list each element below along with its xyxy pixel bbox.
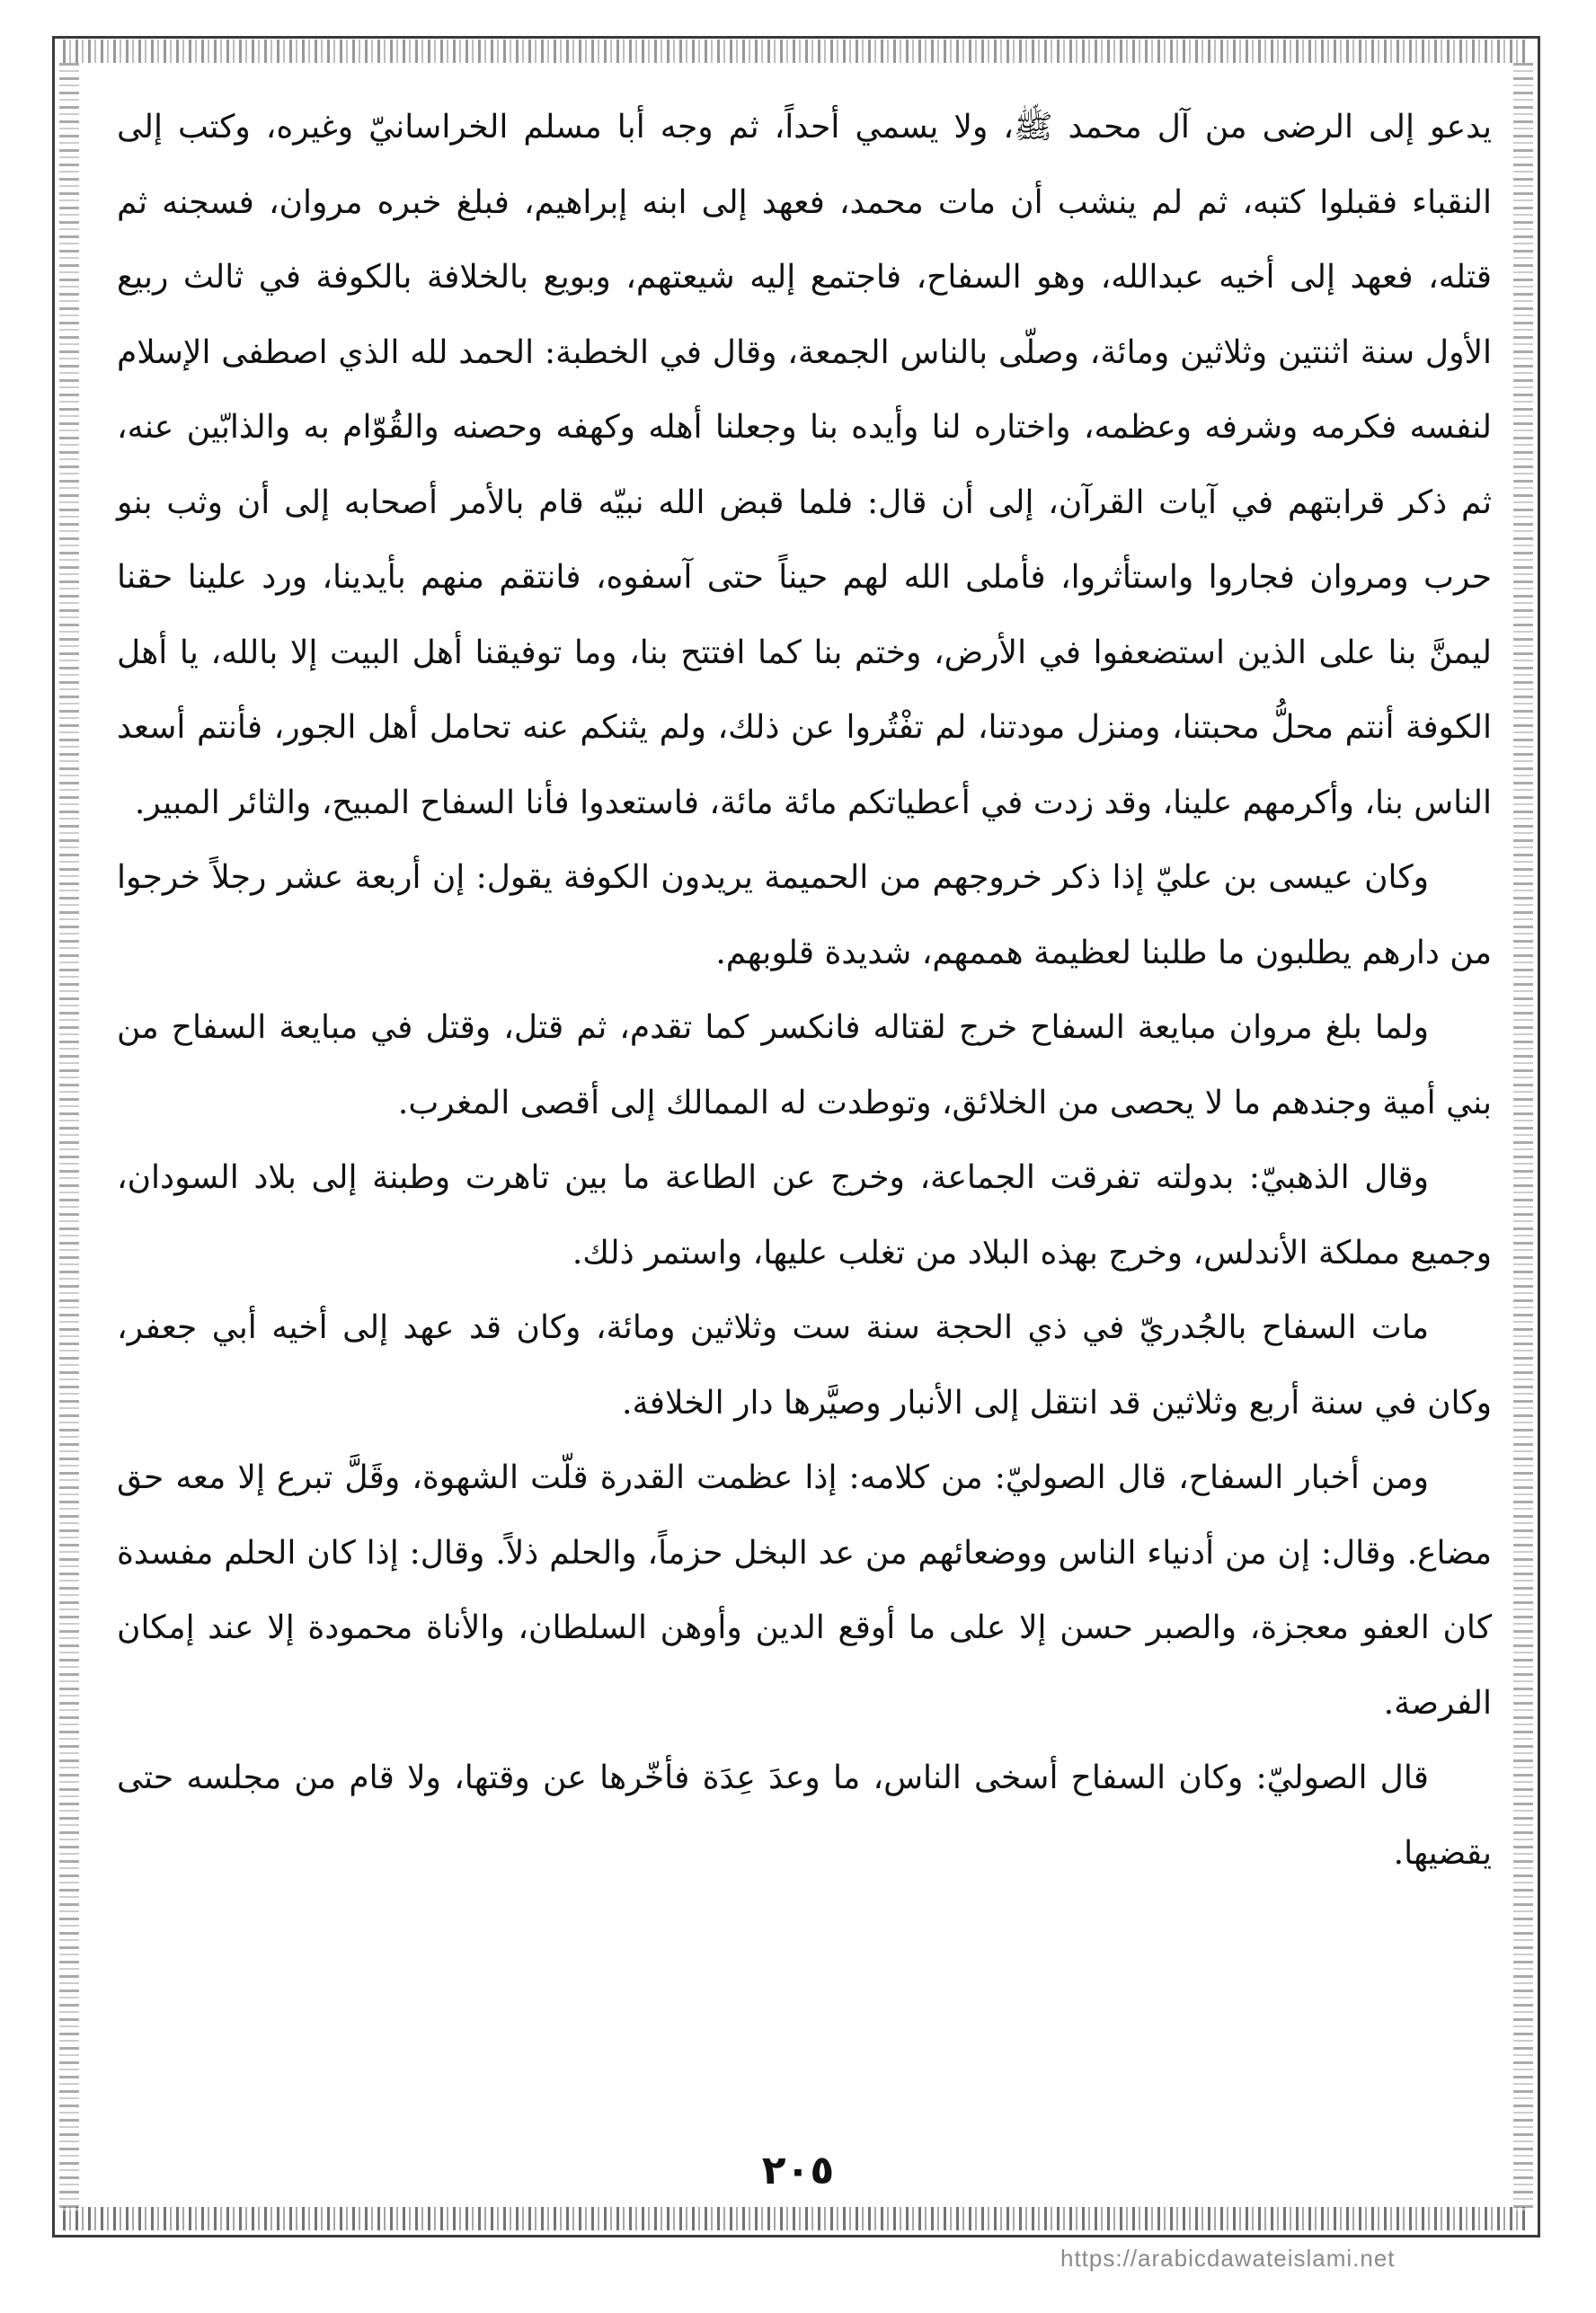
page-text (117, 90, 1492, 1891)
paragraph: قال الصوليّ: وكان السفاح أسخى الناس، ما وعدَ عِدَة فأخّرها عن وقتها، ولا قام من مجلسه حتى يقضيها. (117, 1759, 1492, 1872)
left-ornament-border (59, 63, 79, 2211)
paragraph: وقال الذهبيّ: بدولته تفرقت الجماعة، وخرج عن الطاعة ما بين تاهرت وطبنة إلى بلاد السودان، وجميع مملكة الأندلس، وخرج بهذه البلاد من تغلب عليها، واستمر ذلك. (117, 1159, 1492, 1272)
paragraph: ومن أخبار السفاح، قال الصوليّ: من كلامه: إذا عظمت القدرة قلّت الشهوة، وقَلَّ تبرع إلا معه حق مضاع. وقال: إن من أدنياء الناس ووضعائهم من عد البخل حزماً، والحلم ذلاً. وقال: إذا كان الحلم مفسدة كان العفو معجزة، والصبر حسن إلا على ما أوقع الدين وأوهن السلطان، والأناة محمودة إلا عند إمكان الفرصة. (117, 1459, 1492, 1722)
watermark-url: https://arabicdawateislami.net (1060, 2245, 1396, 2272)
page-number: ٢٠٥ (761, 2148, 835, 2193)
right-ornament-border (1513, 63, 1533, 2211)
top-ornament-border (63, 40, 1528, 63)
bottom-ornament-border (63, 2207, 1528, 2230)
paragraph: وكان عيسى بن عليّ إذا ذكر خروجهم من الحميمة يريدون الكوفة يقول: إن أربعة عشر رجلاً خرجوا من دارهم يطلبون ما طلبنا لعظيمة هممهم، شديدة قلوبهم. (117, 859, 1492, 971)
paragraph: ولما بلغ مروان مبايعة السفاح خرج لقتاله فانكسر كما تقدم، ثم قتل، وقتل في مبايعة السفاح من بني أمية وجندهم ما لا يحصى من الخلائق، وتوطدت له الممالك إلى أقصى المغرب. (117, 1009, 1492, 1121)
paragraph: مات السفاح بالجُدريّ في ذي الحجة سنة ست وثلاثين ومائة، وكان قد عهد إلى أخيه أبي جعفر، وكان في سنة أربع وثلاثين قد انتقل إلى الأنبار وصيَّرها دار الخلافة. (117, 1309, 1492, 1422)
paragraph: يدعو إلى الرضى من آل محمد ﷺ، ولا يسمي أحداً، ثم وجه أبا مسلم الخراسانيّ وغيره، وكتب إلى النقباء فقبلوا كتبه، ثم لم ينشب أن مات محمد، فعهد إلى ابنه إبراهيم، فبلغ خبره مروان، فسجنه ثم قتله، فعهد إلى أخيه عبدالله، وهو السفاح، فاجتمع إليه شيعتهم، وبويع بالخلافة بالكوفة في ثالث ربيع الأول سنة اثنتين وثلاثين ومائة، وصلّى بالناس الجمعة، وقال في الخطبة: الحمد لله الذي اصطفى الإسلام لنفسه فكرمه وشرفه وعظمه، واختاره لنا وأيده بنا وجعلنا أهله وكهفه وحصنه والقُوّام به والذابّين عنه، ثم ذكر قرابتهم في آيات القرآن، إلى أن قال: فلما قبض الله نبيّه قام بالأمر أصحابه إلى أن وثب بنو حرب ومروان فجاروا واستأثروا، فأملى الله لهم حيناً حتى آسفوه، فانتقم منهم بأيدينا، ورد علينا حقنا ليمنَّ بنا على الذين استضعفوا في الأرض، وختم بنا كما افتتح بنا، وما توفيقنا أهل البيت إلا بالله، يا أهل الكوفة أنتم محلُّ محبتنا، ومنزل مودتنا، لم تفْتُروا عن ذلك، ولم يثنكم عنه تحامل أهل الجور، فأنتم أسعد الناس بنا، وأكرمهم علينا، وقد زدت في أعطياتكم مائة مائة، فاستعدوا فأنا السفاح المبيح، والثائر المبير. (117, 109, 1492, 821)
